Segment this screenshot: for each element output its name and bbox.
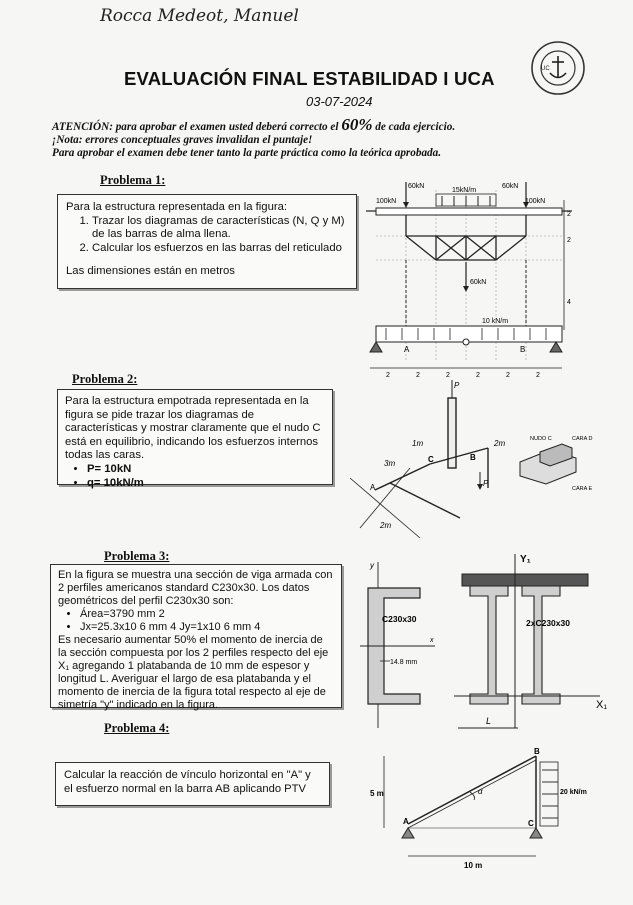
svg-text:3m: 3m <box>384 459 396 468</box>
svg-text:2: 2 <box>446 372 450 379</box>
note-attention: ATENCIÓN: para aprobar el examen usted deberá correcto el 60% de cada ejercicio. <box>52 115 456 134</box>
svg-text:2: 2 <box>536 372 540 379</box>
svg-text:60kN: 60kN <box>408 183 425 190</box>
exam-notes <box>52 115 592 160</box>
exam-date: 03-07-2024 <box>306 94 373 109</box>
svg-text:x: x <box>430 637 434 644</box>
svg-text:NUDO C: NUDO C <box>530 436 552 442</box>
svg-text:α: α <box>478 787 483 796</box>
problem-1-list <box>66 215 348 256</box>
svg-text:C: C <box>428 455 434 464</box>
list-item: 2. Calcular los esfuerzos en las barras del reticulado <box>92 242 348 256</box>
svg-text:2: 2 <box>567 211 571 218</box>
problem-2-figure <box>350 378 610 540</box>
problem-1-title: Problema 1: <box>100 173 166 187</box>
list-item: • Área=3790 mm 2 <box>80 608 334 621</box>
svg-text:2: 2 <box>416 372 420 379</box>
svg-text:2m: 2m <box>380 521 392 530</box>
svg-text:2: 2 <box>476 372 480 379</box>
page-title: EVALUACIÓN FINAL ESTABILIDAD I UCA <box>124 68 495 89</box>
svg-text:P: P <box>483 479 489 488</box>
problem-4-text: Calcular la reacción de vínculo horizontal en "A" y el esfuerzo normal en la barra AB aplicando PTV <box>64 769 311 795</box>
problem-3-figure <box>350 548 620 738</box>
svg-text:10 m: 10 m <box>464 861 483 870</box>
svg-text:1m: 1m <box>412 439 424 448</box>
list-item: • P= 10kN <box>87 463 325 477</box>
svg-text:4: 4 <box>567 299 571 306</box>
problem-3-box <box>50 564 342 711</box>
svg-text:B: B <box>520 345 526 354</box>
svg-text:60kN: 60kN <box>502 183 519 190</box>
student-name: Rocca Medeot, Manuel <box>100 6 299 26</box>
svg-text:5 m: 5 m <box>370 789 384 798</box>
svg-text:2: 2 <box>506 372 510 379</box>
svg-text:2xC230x30: 2xC230x30 <box>526 618 570 628</box>
note-approval: Para aprobar el examen debe tener tanto la parte práctica como la teórica aprobada. <box>52 147 442 159</box>
svg-text:14.8 mm: 14.8 mm <box>390 659 418 666</box>
problem-4-box <box>55 762 330 806</box>
problem-3-title: Problema 3: <box>104 549 170 563</box>
problem-2-list <box>65 463 325 490</box>
svg-text:A: A <box>370 483 376 492</box>
problem-2-box <box>57 389 333 489</box>
svg-text:15kN/m: 15kN/m <box>452 187 477 194</box>
svg-text:20 kN/m: 20 kN/m <box>560 789 587 796</box>
svg-text:60kN: 60kN <box>470 279 487 286</box>
problem-3-text: Es necesario aumentar 50% el momento de inercia de la sección compuesta por los 2 perfiles respecto del eje X₁ agregando 1 platabanda de 10 mm de espesor y longitud L. Averiguar el largo de esa platabanda y el momento de inercia de la figura total respecto al eje de simetría "y" indicado en la figura. <box>58 634 329 711</box>
svg-text:100kN: 100kN <box>525 198 546 205</box>
problem-3-list <box>58 608 334 634</box>
problem-4-figure <box>370 748 600 873</box>
svg-text:A: A <box>404 345 410 354</box>
problem-2-title: Problema 2: <box>72 372 138 386</box>
svg-text:2: 2 <box>567 237 571 244</box>
problem-1-figure <box>362 170 580 385</box>
svg-text:100kN: 100kN <box>376 198 397 205</box>
svg-text:2m: 2m <box>494 439 506 448</box>
svg-text:B: B <box>534 748 540 756</box>
problem-3-intro: En la figura se muestra una sección de viga armada con 2 perfiles americanos standard C230x30. Los datos geométricos del perfil C230x30 son: <box>58 569 333 607</box>
svg-text:C230x30: C230x30 <box>382 614 417 624</box>
svg-text:CARA D: CARA D <box>572 436 593 442</box>
university-seal-icon <box>530 40 586 96</box>
svg-text:UC: UC <box>541 66 550 72</box>
svg-text:C: C <box>528 819 534 828</box>
problem-1-box <box>57 194 357 289</box>
svg-text:Y₁: Y₁ <box>520 554 531 565</box>
svg-text:CARA E: CARA E <box>572 486 593 492</box>
problem-1-note: Las dimensiones están en metros <box>66 265 235 278</box>
problem-4-title: Problema 4: <box>104 721 170 735</box>
list-item: • Jx=25.3x10 6 mm 4 Jy=1x10 6 mm 4 <box>80 621 334 634</box>
problem-2-text: Para la estructura empotrada representada en la figura se pide trazar los diagramas de características y mostrar claramente que el nudo C está en equilibrio, indicando los esfuerzos internos todas las caras. <box>65 395 321 462</box>
svg-text:2: 2 <box>386 372 390 379</box>
svg-text:A: A <box>403 817 409 826</box>
svg-text:y: y <box>370 561 374 570</box>
svg-text:10 kN/m: 10 kN/m <box>482 318 509 325</box>
list-item: 1. Trazar los diagramas de características (N, Q y M) de las barras de alma llena. <box>92 215 348 242</box>
note-errors: ¡Nota: errores conceptuales graves invalidan el puntaje! <box>52 134 313 146</box>
svg-text:B: B <box>470 453 476 462</box>
problem-1-intro: Para la estructura representada en la figura: <box>66 201 288 213</box>
list-item: • q= 10kN/m <box>87 477 325 491</box>
svg-text:P: P <box>454 381 460 390</box>
svg-text:X₁: X₁ <box>596 699 608 711</box>
svg-text:L: L <box>486 716 492 726</box>
